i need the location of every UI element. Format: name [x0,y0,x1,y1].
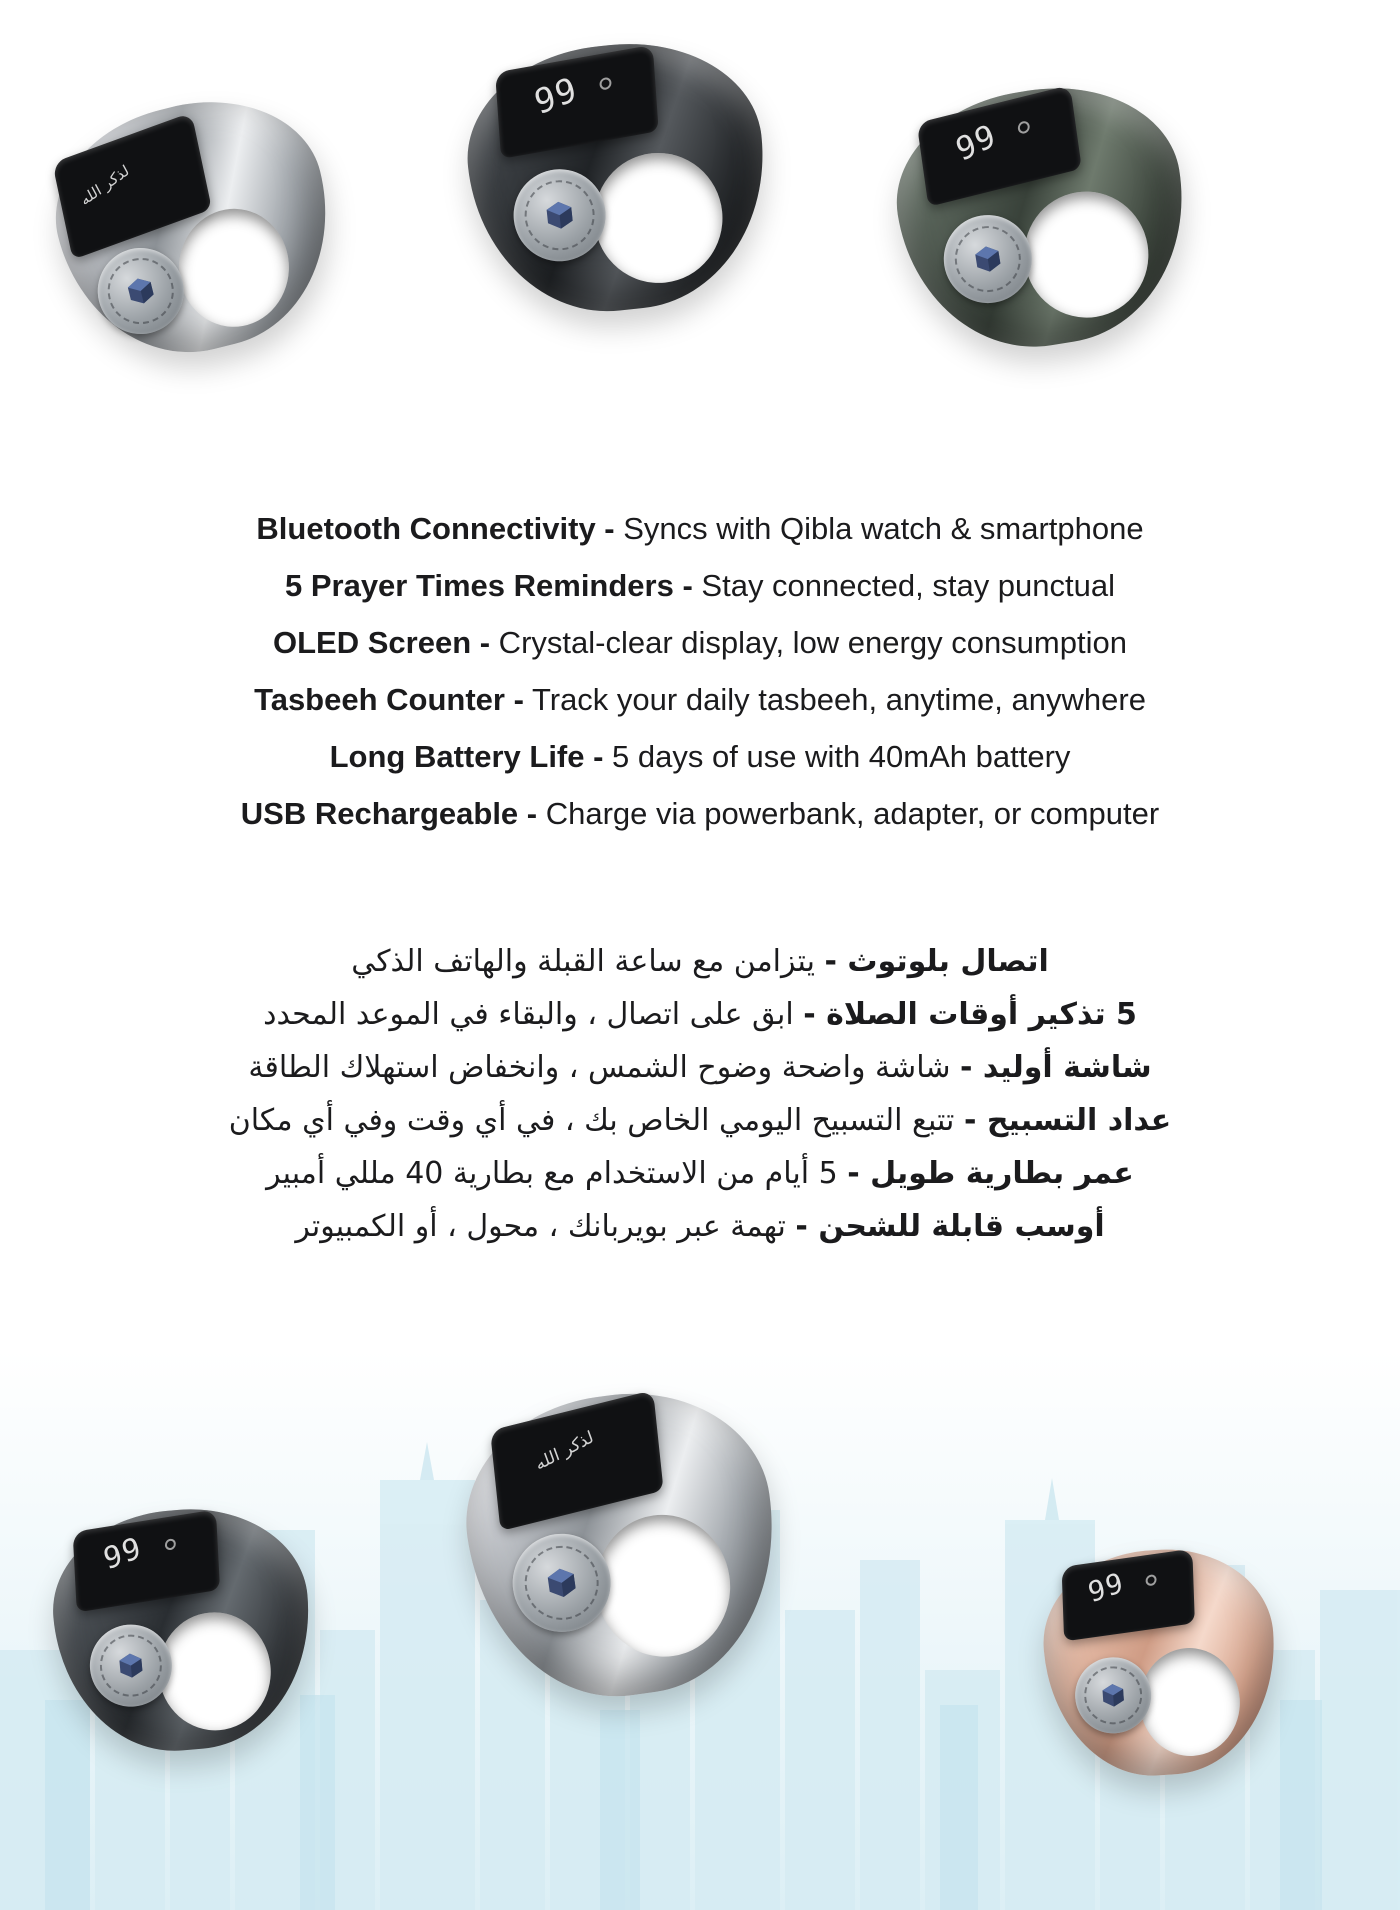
feature-description-ar: تتبع التسبيح اليومي الخاص بك ، في أي وقت وفي أي مكان [228,1103,964,1138]
cube-logo-icon [114,1648,149,1683]
ring-screen-count: 99 [950,115,1002,169]
feature-title-ar: اتصال بلوتوث - [824,944,1049,979]
feature-item [0,614,1400,671]
feature-title: Long Battery Life - [329,739,604,774]
feature-item-ar [0,1200,1400,1253]
ring-screen-indicator-icon [599,77,612,91]
feature-item [0,500,1400,557]
cube-logo-icon [540,195,580,235]
ring-screen-count: 99 [1084,1565,1128,1610]
ring-silver [34,76,355,379]
feature-item-ar [0,1094,1400,1147]
feature-item-ar [0,1041,1400,1094]
feature-list-english [0,500,1400,842]
feature-title-ar: عمر بطارية طويل - [847,1156,1134,1191]
feature-description: Crystal-clear display, low energy consumption [490,625,1127,660]
feature-description: Charge via powerbank, adapter, or computer [537,796,1160,831]
ring-silver-2 [451,1375,795,1715]
feature-title: OLED Screen - [273,625,491,660]
feature-description-ar: تهمة عبر بويربانك ، محول ، أو الكمبيوتر [295,1209,796,1244]
product-photo-row-top [0,0,1400,480]
feature-description: Track your daily tasbeeh, anytime, anywhere [523,682,1146,717]
feature-title-ar: 5 تذكير أوقات الصلاة - [803,997,1137,1032]
feature-description: Stay connected, stay punctual [692,568,1116,603]
feature-item [0,728,1400,785]
ring-screen-indicator-icon [1145,1574,1156,1587]
feature-description-ar: 5 أيام من الاستخدام مع بطارية 40 مللي أمبير [266,1156,848,1191]
feature-description-ar: ابق على اتصال ، والبقاء في الموعد المحدد [263,997,804,1032]
ring-screen-indicator-icon [1017,120,1030,135]
feature-title: 5 Prayer Times Reminders - [284,568,693,603]
ring-screen-count: 99 [99,1530,146,1578]
cube-logo-icon [968,240,1007,279]
ring-screen-count: 99 [530,69,582,124]
feature-item-ar [0,1147,1400,1200]
ring-green [882,69,1203,365]
ring-screen-arabic-text: لذكر الله [533,1427,597,1476]
ring-gunmetal [45,1499,320,1760]
ring-black [457,30,778,324]
ring-screen-indicator-icon [165,1538,176,1551]
feature-title: Bluetooth Connectivity - [256,511,615,546]
feature-description-ar: يتزامن مع ساعة القبلة والهاتف الذكي [351,944,825,979]
feature-description: Syncs with Qibla watch & smartphone [614,511,1144,546]
product-photo-row-bottom [0,1350,1400,1910]
feature-description: 5 days of use with 40mAh battery [603,739,1071,774]
ring-rose-gold [1037,1542,1282,1782]
feature-title: USB Rechargeable - [240,796,538,831]
feature-item [0,671,1400,728]
feature-title: Tasbeeh Counter - [254,682,524,717]
feature-description-ar: شاشة واضحة وضوح الشمس ، وانخفاض استهلاك الطاقة [248,1050,961,1085]
ring-screen-arabic-text: لذكر الله [77,161,132,210]
feature-item-ar [0,988,1400,1041]
cube-logo-icon [1097,1679,1129,1711]
feature-title-ar: عداد التسبيح - [963,1103,1172,1138]
feature-title-ar: شاشة أوليد - [960,1050,1152,1085]
feature-list-arabic [0,935,1400,1253]
cube-logo-icon [540,1561,583,1604]
feature-item [0,785,1400,842]
feature-item-ar [0,935,1400,988]
feature-item [0,557,1400,614]
feature-title-ar: أوسب قابلة للشحن - [795,1209,1105,1244]
